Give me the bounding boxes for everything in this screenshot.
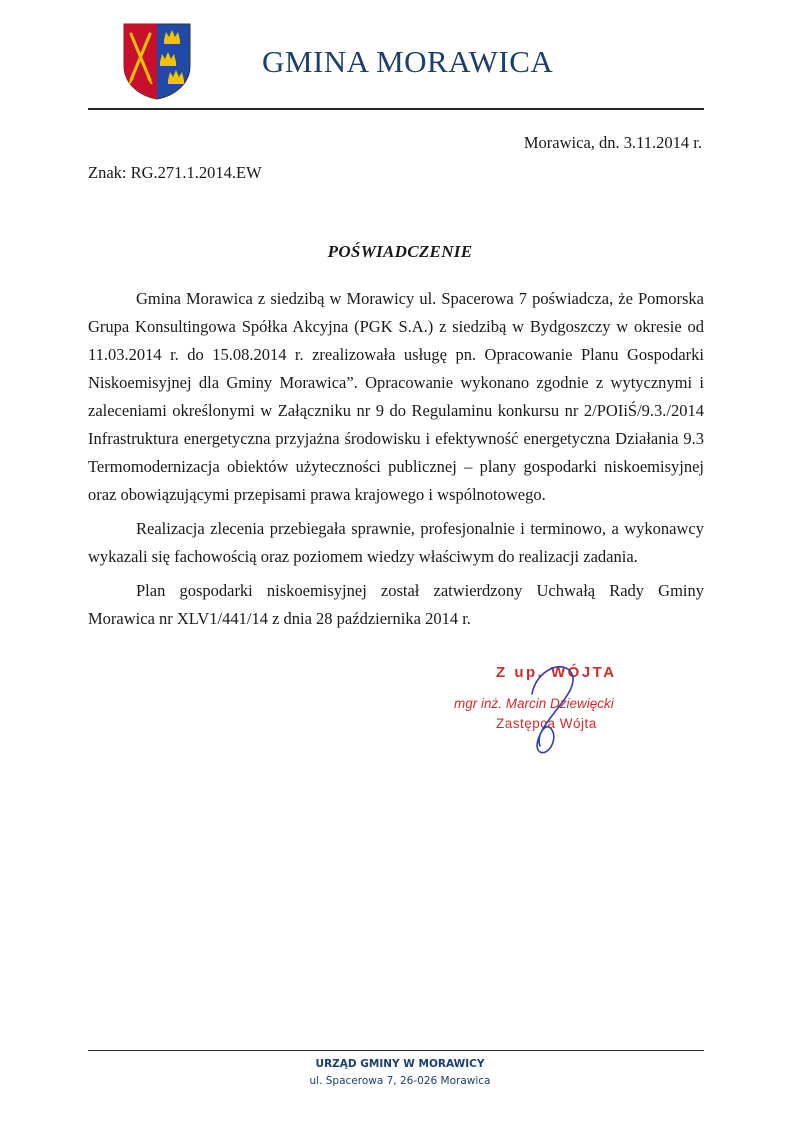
document-title: POŚWIADCZENIE [327, 242, 473, 261]
municipality-name: GMINA MORAWICA [262, 44, 554, 79]
stamp-signatory-name: mgr inż. Marcin Dziewięcki [454, 696, 614, 711]
stamp-signatory-role: Zastępca Wójta [496, 716, 597, 731]
header-divider [88, 108, 704, 110]
reference-number: Znak: RG.271.1.2014.EW [88, 163, 262, 182]
official-stamp [440, 650, 680, 770]
date-line: Morawica, dn. 3.11.2014 r. [523, 133, 702, 152]
footer-office-name: URZĄD GMINY W MORAWICY [315, 1058, 485, 1070]
paragraph: Realizacja zlecenia przebiegała sprawnie, profesjonalnie i terminowo, a wykonawcy wykazali się fachowością oraz poziomem wiedzy właściwym do realizacji zadania. [88, 519, 704, 566]
paragraph: Plan gospodarki niskoemisyjnej został zatwierdzony Uchwałą Rady Gminy Morawica nr XLV1/441/14 z dnia 28 października 2014 r. [88, 581, 704, 628]
footer-divider [88, 1050, 704, 1051]
paragraph: Gmina Morawica z siedzibą w Morawicy ul. Spacerowa 7 poświadcza, że Pomorska Grupa Konsultingowa Spółka Akcyjna (PGK S.A.) z siedzibą w Bydgoszczy w okresie od 11.03.2014 r. do 15.08.2014 r. zrealizowała usługę pn. Opracowanie Planu Gospodarki Niskoemisyjnej dla Gminy Morawica”. Opracowanie wykonano zgodnie z wytycznymi i zaleceniami określonymi w Załączniku nr 9 do Regulaminu konkursu nr 2/POIiŚ/9.3./2014 Infrastruktura energetyczna przyjażna środowisku i efektywność energetyczna Działania 9.3 Termomodernizacja obiektów użyteczności publicznej – plany gospodarki niskoemisyjnej oraz obowiązującymi przepisami prawa krajowego i wspólnotowego. [88, 289, 704, 504]
municipality-crest [122, 22, 192, 100]
stamp-authority: Z up. WÓJTA [496, 664, 617, 681]
letter-body [88, 285, 704, 639]
handwritten-signature [440, 650, 680, 770]
footer-address: ul. Spacerowa 7, 26-026 Morawica [309, 1075, 491, 1087]
